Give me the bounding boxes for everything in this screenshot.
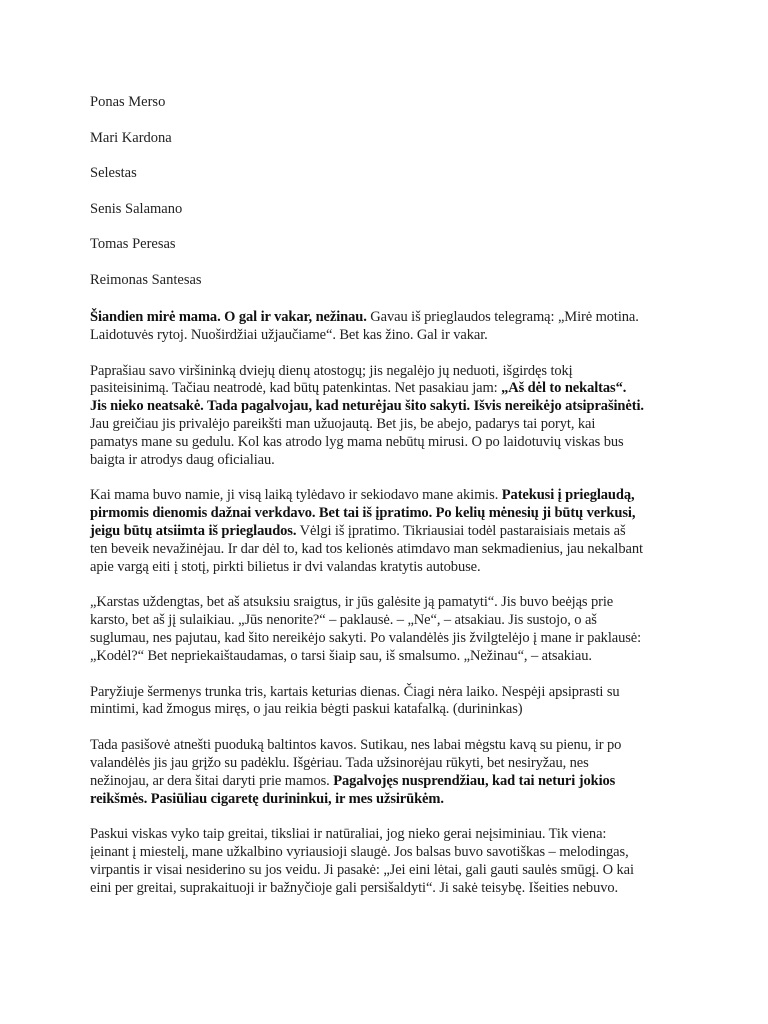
paragraph xyxy=(90,826,690,897)
text-segment: Vėlgi iš įpratimo. Tikriausiai todėl pastaraisiais metais aš xyxy=(296,522,626,539)
text-line xyxy=(90,594,690,612)
text-line xyxy=(90,826,690,844)
bold-text-segment: jeigu būtų atsiimta iš prieglaudos. xyxy=(90,522,297,539)
text-segment: Gavau iš prieglaudos telegramą: „Mirė motina. xyxy=(366,308,639,325)
character-name: Selestas xyxy=(90,165,137,182)
text-segment: mintimi, kad žmogus miręs, o jau reikia bėgti paskui katafalką. (durininkas) xyxy=(90,701,523,718)
text-segment: suglumau, nes pajutau, kad šito nereikėjo sakyti. Po valandėlės jis žvilgtelėjo į mane ir paklausė: xyxy=(90,629,642,646)
text-segment: eini per greitai, suprakaituoji ir bažnyčioje gali persišaldyti“. Ji sakė teisybę. Išeities nebuvo. xyxy=(90,879,619,896)
character-name: Ponas Merso xyxy=(90,94,166,110)
text-line xyxy=(90,844,690,862)
text-segment: „Karstas uždengtas, bet aš atsuksiu sraigtus, ir jūs galėsite ją pamatyti“. Jis buvo beėjąs prie xyxy=(90,594,614,611)
text-line xyxy=(90,862,690,880)
paragraph xyxy=(90,363,690,470)
text-segment: pasiteisinimą. Tačiau neatrodė, kad būtų patenkintas. Net pasakiau jam: xyxy=(90,380,502,397)
text-line xyxy=(90,398,690,416)
text-segment: Jau greičiau jis privalėjo pareikšti man užuojautą. Bet jis, be abejo, padarys tai poryt, kai xyxy=(90,415,596,432)
text-segment: įeinant į miestelį, mane užkalbino vyriausioji slaugė. Jos balsas buvo savotiškas – melodingas, xyxy=(90,844,629,861)
paragraph xyxy=(90,309,690,345)
paragraph xyxy=(90,487,690,576)
text-line xyxy=(90,684,690,702)
text-line xyxy=(90,880,690,898)
text-line xyxy=(90,541,690,559)
character-name: Senis Salamano xyxy=(90,200,183,217)
text-line xyxy=(90,523,690,541)
text-line xyxy=(90,630,690,648)
text-segment: Paskui viskas vyko taip greitai, tiksliai ir natūraliai, jog nieko gerai neįsiminiau. Tik viena: xyxy=(90,826,607,843)
paragraph xyxy=(90,737,690,808)
text-segment: ten beveik nevažinėjau. Ir dar dėl to, kad tos kelionės atimdavo man sekmadienius, jau nekalbant xyxy=(90,540,643,557)
paragraph xyxy=(90,684,690,720)
text-line xyxy=(90,487,690,505)
character-name: Reimonas Santesas xyxy=(90,271,202,288)
text-segment: „Kodėl?“ Bet nepriekaištaudamas, o tarsi šiaip sau, iš smalsumo. „Nežinau“, – atsakiau. xyxy=(90,647,592,664)
text-line xyxy=(90,791,690,809)
text-line xyxy=(90,701,690,719)
document-page xyxy=(90,93,690,915)
bold-text-segment: Patekusi į prieglaudą, xyxy=(501,487,635,504)
text-line xyxy=(90,309,690,327)
body-text xyxy=(90,309,690,898)
text-line xyxy=(90,452,690,470)
text-segment: apie vargą eiti į stotį, pirkti bilietus ir dvi valandas kratytis autobuse. xyxy=(90,558,481,575)
bold-text-segment: Šiandien mirė mama. O gal ir vakar, nežinau. xyxy=(90,308,367,325)
bold-text-segment: Jis nieko neatsakė. Tada pagalvojau, kad neturėjau šito sakyti. Išvis nereikėjo atsiprašinėti. xyxy=(90,398,644,415)
bold-text-segment: reikšmės. Pasiūliau cigaretę durininkui, ir mes užsirūkėm. xyxy=(90,790,444,807)
bold-text-segment: pirmomis dienomis dažnai verkdavo. Bet tai iš įpratimo. Po kelių mėnesių ji būtų verkusi, xyxy=(90,505,636,522)
text-segment: karsto, bet aš jį sulaikiau. „Jūs nenorite?“ – paklausė. – „Ne“, – atsakiau. Jis sustojo, o aš xyxy=(90,612,597,629)
text-line xyxy=(90,363,690,381)
text-line xyxy=(90,380,690,398)
text-line xyxy=(90,755,690,773)
text-segment: Paryžiuje šermenys trunka tris, kartais keturias dienas. Čiagi nėra laiko. Nespėji apsiprasti su xyxy=(90,683,620,700)
text-line xyxy=(90,559,690,577)
text-line xyxy=(90,648,690,666)
bold-text-segment: „Aš dėl to nekaltas“. xyxy=(501,380,627,397)
bold-text-segment: Pagalvojęs nusprendžiau, kad tai neturi jokios xyxy=(333,772,616,789)
text-line xyxy=(90,612,690,630)
text-segment: Laidotuvės rytoj. Nuoširdžiai užjaučiame“. Bet kas žino. Gal ir vakar. xyxy=(90,326,488,343)
text-line xyxy=(90,327,690,345)
text-segment: Tada pasišovė atnešti puoduką baltintos kavos. Sutikau, nes labai mėgstu kavą su pienu, ir po xyxy=(90,737,622,754)
text-line xyxy=(90,505,690,523)
text-segment: baigta ir atrodys daug oficialiau. xyxy=(90,451,275,468)
text-segment: Kai mama buvo namie, ji visą laiką tylėdavo ir sekiodavo mane akimis. xyxy=(90,487,502,504)
text-segment: valandėlės jis jau grįžo su padėklu. Išgėriau. Tada užsinorėjau rūkyti, bet nesiryžau, nes xyxy=(90,754,589,771)
character-name: Mari Kardona xyxy=(90,129,172,146)
text-segment: pamatys mane su gedulu. Kol kas atrodo lyg mama nebūtų mirusi. O po laidotuvių viskas bus xyxy=(90,433,624,450)
text-line xyxy=(90,434,690,452)
text-segment: nežinojau, ar dera šitai daryti prie mamos. xyxy=(90,772,334,789)
paragraph xyxy=(90,594,690,665)
text-segment: Paprašiau savo viršininką dviejų dienų atostogų; jis negalėjo jų neduoti, išgirdęs tokį xyxy=(90,362,573,379)
text-line xyxy=(90,773,690,791)
character-list xyxy=(90,93,690,289)
character-name: Tomas Peresas xyxy=(90,236,176,253)
text-segment: virpantis ir visai nesiderino su jos veidu. Ji pasakė: „Jei eini lėtai, gali gauti saulės smūgį. O kai xyxy=(90,861,634,878)
text-line xyxy=(90,737,690,755)
text-line xyxy=(90,416,690,434)
